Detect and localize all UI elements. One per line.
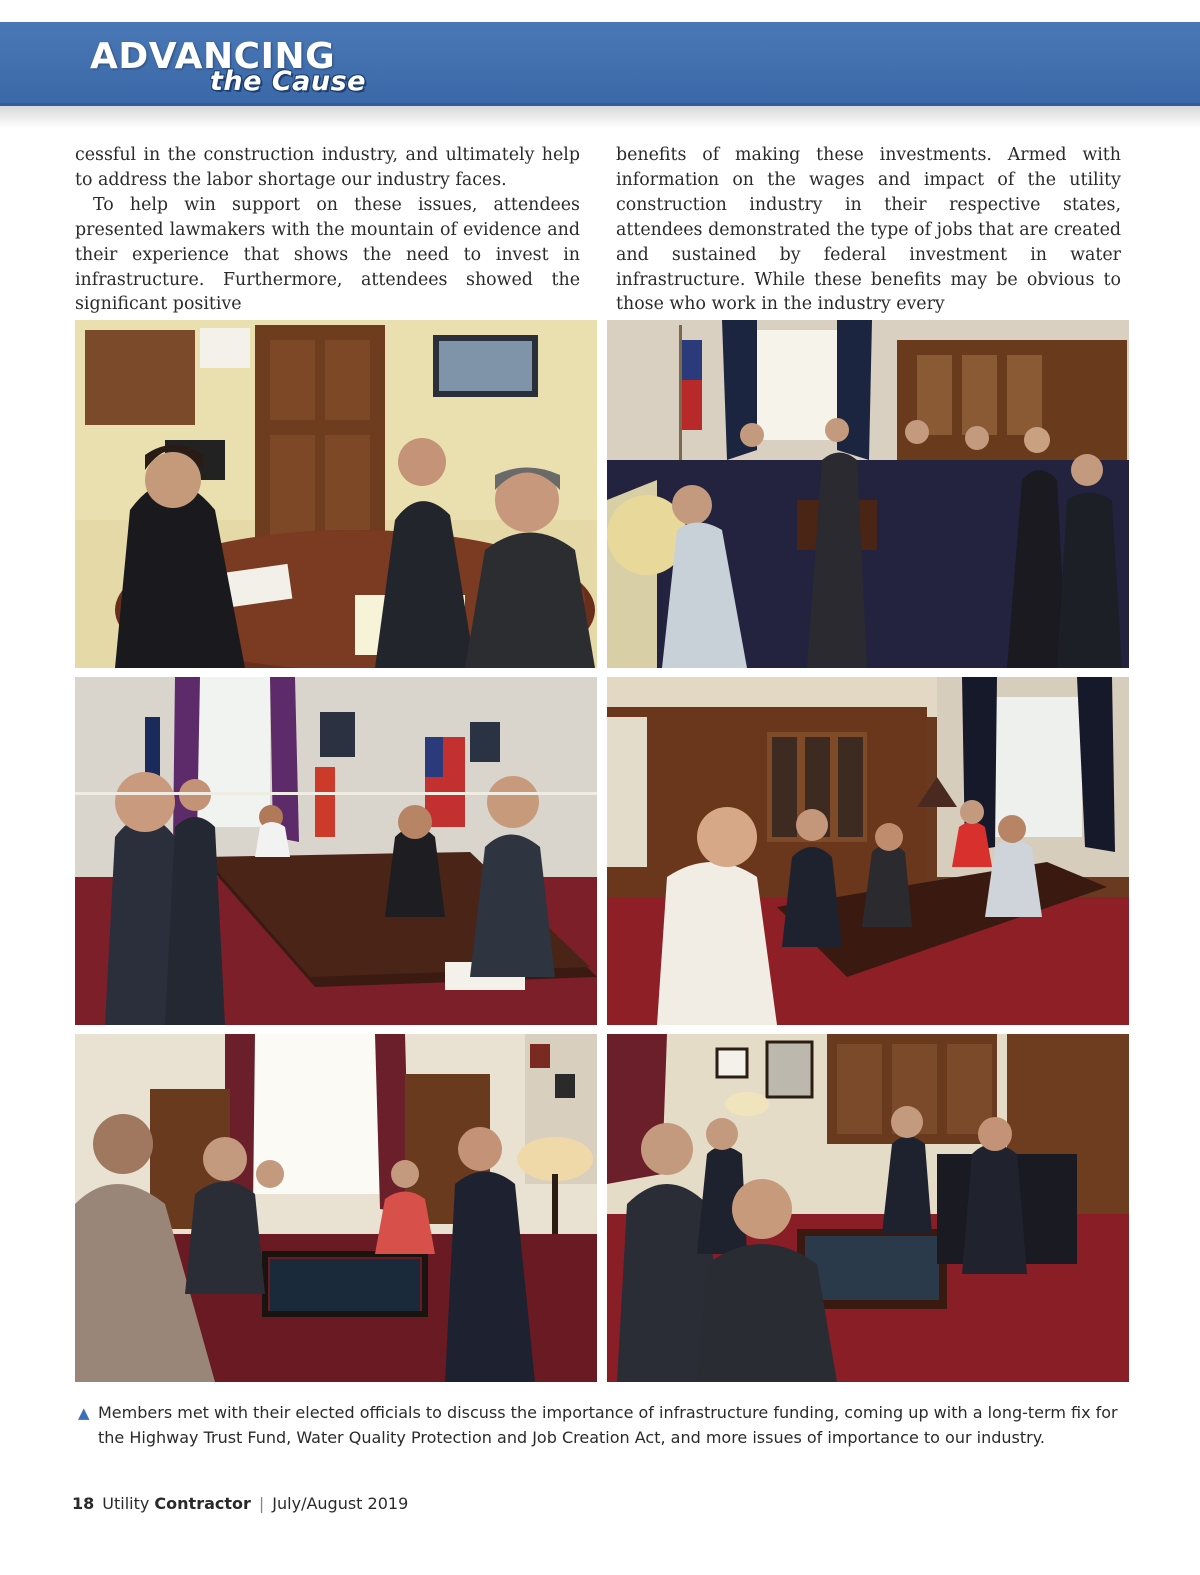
caption-text: Members met with their elected officials to discuss the importance of infrastructure funding, coming up with a long-term fix for the Highway Trust Fund, Water Quality Protection and Job Creation Act, and more issues of importance to our industry. [98, 1403, 1118, 1447]
article-paragraph: benefits of making these investments. Armed with information on the wages and impact of the utility construction industry in their respective states, attendees demonstrated the type of jobs that are created and sustained by federal investment in water infrastructure. While these benefits may be obvious to those who work in the industry every [616, 145, 1121, 315]
publication-name-prefix: Utility [102, 1494, 150, 1513]
section-title: ADVANCING [90, 36, 336, 77]
article-paragraph: cessful in the construction industry, and ultimately help to address the labor shortage our industry faces. [75, 145, 580, 190]
article-paragraph: To help win support on these issues, attendees presented lawmakers with the mountain of evidence and their experience that shows the need to invest in infrastructure. Furthermore, attendees showed the significant positive [75, 194, 580, 315]
photo-meeting-round-table [75, 320, 597, 668]
page-footer [72, 1494, 408, 1513]
page-number: 18 [72, 1494, 95, 1513]
photo-caption [78, 1401, 1123, 1450]
photo-meeting-conference-table [75, 677, 597, 1025]
section-subtitle: the Cause [210, 66, 366, 97]
article-column-left [75, 143, 580, 317]
caption-triangle-icon: ▲ [78, 1404, 90, 1422]
publication-name-bold: Contractor [154, 1494, 251, 1513]
photo-meeting-paneled-office [607, 677, 1129, 1025]
article-column-right [616, 143, 1121, 317]
photo-meeting-sofa-office [607, 1034, 1129, 1382]
issue-date: July/August 2019 [272, 1494, 409, 1513]
photo-meeting-office-group [607, 320, 1129, 668]
banner-shadow [0, 106, 1200, 128]
footer-separator: | [258, 1494, 265, 1513]
photo-meeting-bookcase-office [75, 1034, 597, 1382]
